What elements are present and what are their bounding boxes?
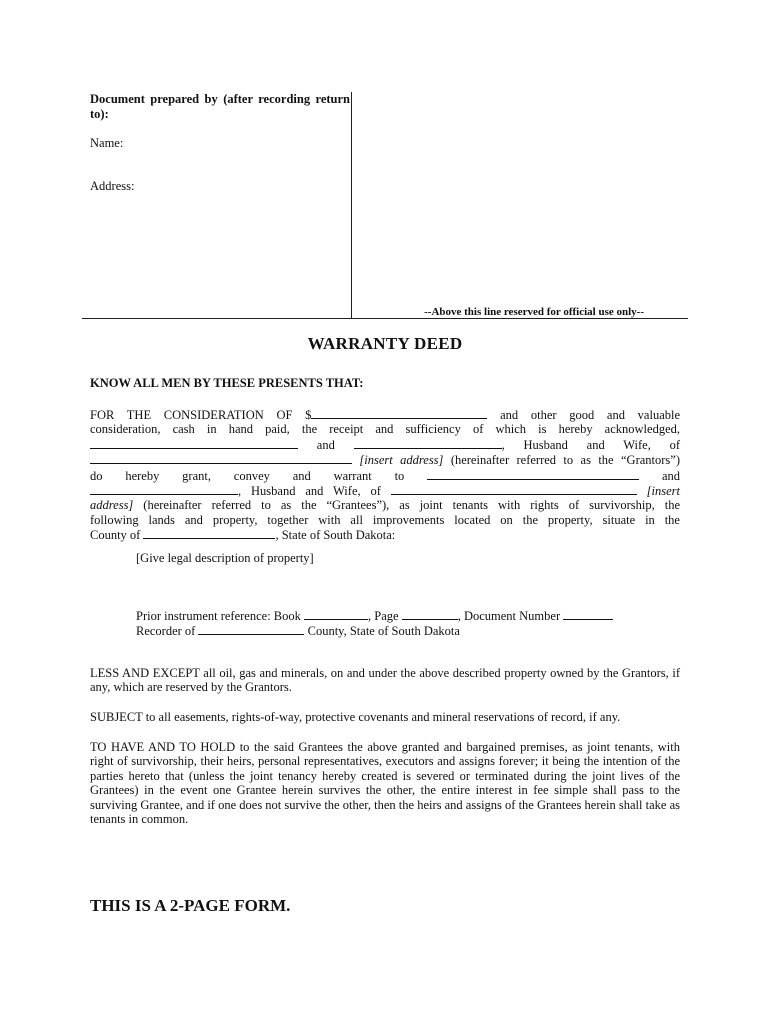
grantee-2-blank[interactable]: [90, 483, 238, 495]
grantor-address-blank[interactable]: [90, 452, 352, 464]
county-blank[interactable]: [143, 527, 275, 539]
consideration-line-7: address] (hereinafter referred to as the “Grantees”), as joint tenants with rights of survivorship, the: [90, 498, 680, 513]
reserved-note: --Above this line reserved for official use only--: [424, 306, 644, 318]
consideration-line-4: [insert address] (hereinafter referred to as the “Grantors”): [90, 452, 680, 467]
grantor-2-blank[interactable]: [354, 437, 502, 449]
subject-to-paragraph: SUBJECT to all easements, rights-of-way, protective covenants and mineral reservations of record, if any.: [90, 710, 621, 724]
consideration-line-3: and , Husband and Wife, of: [90, 437, 680, 452]
prior-instrument-line: Prior instrument reference: Book , Page , Document Number: [136, 608, 613, 623]
consideration-amount-blank[interactable]: [311, 407, 487, 419]
consideration-line-5: do hereby grant, convey and warrant to and: [90, 468, 681, 483]
consideration-paragraph: [90, 407, 680, 543]
consideration-line-6: , Husband and Wife, of [insert: [90, 483, 680, 498]
document-number-blank[interactable]: [563, 608, 613, 620]
page-blank[interactable]: [402, 608, 458, 620]
address-label: Address:: [90, 179, 135, 193]
page-title: WARRANTY DEED: [307, 334, 463, 353]
less-and-except-paragraph: LESS AND EXCEPT all oil, gas and minerals, on and under the above described property owned by the Grantors, if any, which are reserved by the Grantors.: [90, 666, 680, 695]
recorder-county-blank[interactable]: [198, 623, 304, 635]
recorder-line: Recorder of County, State of South Dakota: [136, 624, 460, 638]
prepared-by-block: [90, 92, 350, 194]
header-vertical-divider: [351, 92, 352, 318]
consideration-line-2: consideration, cash in hand paid, the receipt and sufficiency of which is hereby acknowledged,: [90, 422, 680, 437]
grantor-1-blank[interactable]: [90, 437, 298, 449]
grantee-address-blank[interactable]: [391, 483, 637, 495]
book-blank[interactable]: [304, 608, 368, 620]
know-all-heading: KNOW ALL MEN BY THESE PRESENTS THAT:: [90, 376, 364, 390]
header-horizontal-divider: [82, 318, 688, 319]
grantee-1-blank[interactable]: [427, 468, 639, 480]
prepared-by-label: Document prepared by (after recording return to):: [90, 92, 350, 121]
habendum-paragraph: TO HAVE AND TO HOLD to the said Grantees the above granted and bargained premises, as joint tenants, with right of survivorship, their heirs, personal representatives, executors and assigns forever; it being the intention of the parties hereto that (unless the joint tenancy hereby created is severed or terminated during the joint lives of the Grantees) in the event one Grantee herein survives the other, the entire interest in fee simple shall pass to the surviving Grantee, and if one does not survive the other, then the heirs and assigns of the Grantees herein shall take as tenants in common.: [90, 740, 680, 827]
two-page-form-notice: THIS IS A 2-PAGE FORM.: [90, 896, 291, 915]
legal-description-placeholder: [Give legal description of property]: [136, 551, 314, 565]
consideration-line-1: FOR THE CONSIDERATION OF $ and other good and valuable: [90, 408, 681, 422]
consideration-line-8: following lands and property, together with all improvements located on the property, situate in the: [90, 512, 680, 527]
name-label: Name:: [90, 136, 124, 150]
consideration-line-9: County of , State of South Dakota:: [90, 528, 396, 543]
